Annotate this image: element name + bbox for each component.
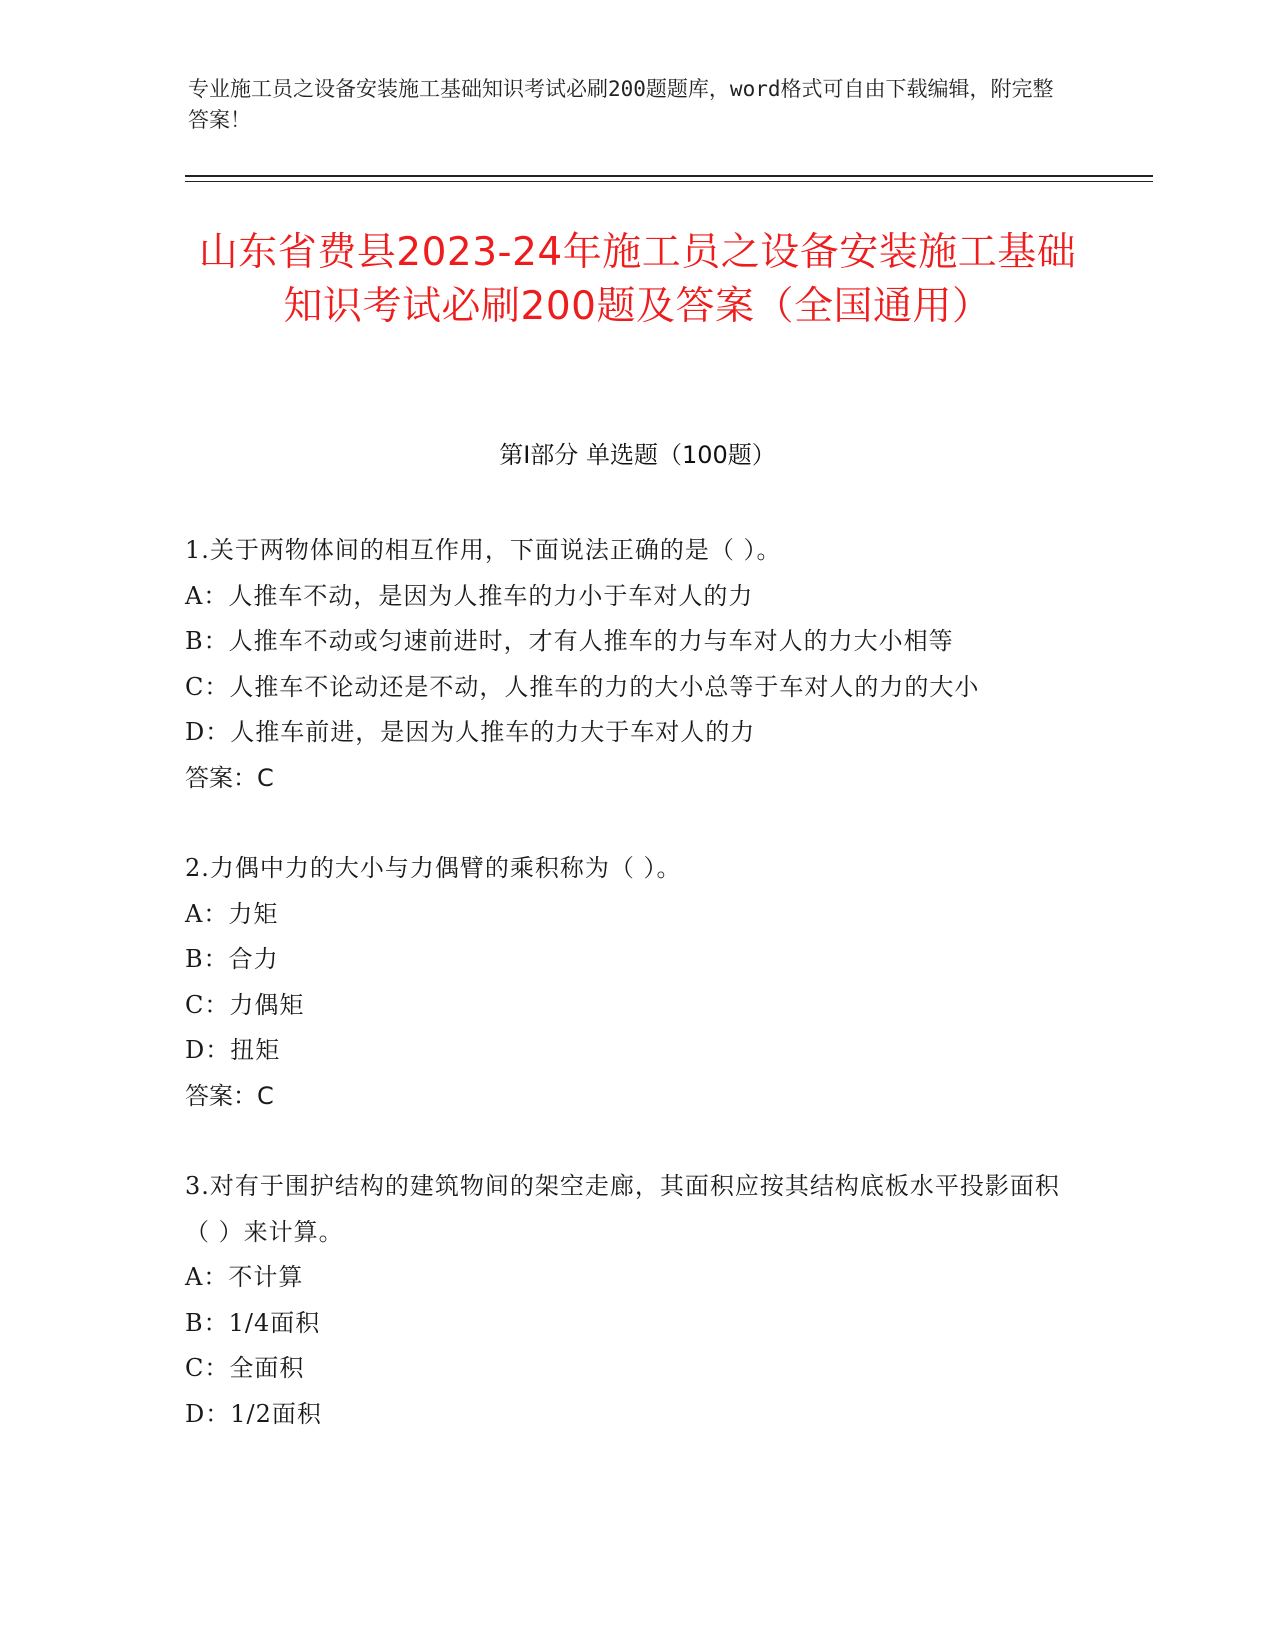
question-stem: 1.关于两物体间的相互作用，下面说法正确的是（ ）。	[185, 536, 782, 564]
option-d: D：人推车前进，是因为人推车的力大于车对人的力	[185, 718, 756, 746]
document-title: 山东省费县2023-24年施工员之设备安装施工基础知识考试必刷200题及答案（全国通用）	[198, 230, 1077, 329]
option-b: B：合力	[185, 945, 279, 973]
option-c: C：力偶矩	[185, 990, 305, 1019]
option-b: B：1/4面积	[185, 1308, 321, 1337]
option-a: A：力矩	[185, 899, 279, 928]
question-list	[185, 528, 1075, 1437]
question-3	[185, 1164, 1075, 1437]
question-1	[185, 528, 1075, 801]
section-heading: 第Ⅰ部分 单选题（100题）	[499, 441, 776, 469]
question-2	[185, 846, 1075, 1119]
question-stem: 2.力偶中力的大小与力偶臂的乘积称为（ ）。	[185, 854, 682, 882]
header-divider	[185, 175, 1153, 177]
option-d: D：1/2面积	[185, 1399, 322, 1428]
answer: 答案：C	[185, 1081, 274, 1110]
option-c: C：人推车不论动还是不动，人推车的力的大小总等于车对人的力的大小	[185, 672, 980, 701]
option-b: B：人推车不动或匀速前进时，才有人推车的力与车对人的力大小相等	[185, 627, 954, 655]
option-a: A：不计算	[185, 1263, 304, 1291]
option-d: D：扭矩	[185, 1036, 281, 1064]
header-divider-thin	[185, 181, 1153, 182]
answer: 答案：C	[185, 763, 274, 792]
option-a: A：人推车不动，是因为人推车的力小于车对人的力	[185, 581, 754, 610]
question-stem: 3.对有于围护结构的建筑物间的架空走廊，其面积应按其结构底板水平投影面积（ ）来计算。	[185, 1172, 1060, 1246]
header-note: 专业施工员之设备安装施工基础知识考试必刷200题题库，word格式可自由下载编辑，附完整答案！	[188, 77, 1054, 132]
option-c: C：全面积	[185, 1354, 305, 1382]
